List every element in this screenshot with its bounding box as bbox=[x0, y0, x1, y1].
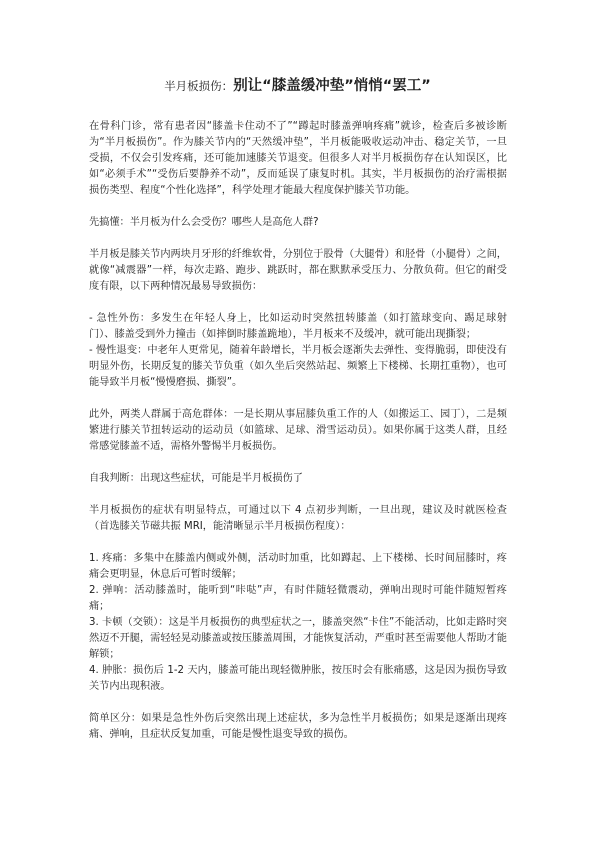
list-item: 3. 卡顿（交锁）：这是半月板损伤的典型症状之一，膝盖突然“卡住”不能活动，比如走路时突然迈不开腿，需轻轻晃动膝盖或按压膝盖周围，才能恢复活动，严重时甚至需要他人帮助才能解锁； bbox=[89, 617, 507, 660]
section-heading-causes: 先搞懂：半月板为什么会受伤？哪些人是高危人群? bbox=[89, 217, 319, 228]
list-item: 4. 肿胀：损伤后 1-2 天内，膝盖可能出现轻微肿胀，按压时会有胀痛感，这是因为损伤导致关节内出现积液。 bbox=[89, 665, 507, 692]
distinction-paragraph: 简单区分：如果是急性外伤后突然出现上述症状，多为急性半月板损伤；如果是逐渐出现疼痛、弹响，且症状反复加重，可能是慢性退变导致的损伤。 bbox=[89, 713, 507, 740]
list-item: - 急性外伤：多发生在年轻人身上，比如运动时突然扭转膝盖（如打篮球变向、踢足球射门）、膝盖受到外力撞击（如摔倒时膝盖跪地），半月板来不及缓冲，就可能出现撕裂； bbox=[89, 313, 507, 340]
list-item: 1. 疼痛：多集中在膝盖内侧或外侧，活动时加重，比如蹲起、上下楼梯、长时间屈膝时，疼痛会更明显，休息后可暂时缓解； bbox=[89, 553, 507, 580]
risk-groups-paragraph: 此外，两类人群属于高危群体：一是长期从事屈膝负重工作的人（如搬运工、园丁），二是频繁进行膝关节扭转运动的运动员（如篮球、足球、滑雪运动员）。如果你属于这类人群，且经常感觉膝盖不适，需格外警惕半月板损伤。 bbox=[89, 409, 507, 452]
symptoms-list bbox=[89, 551, 507, 695]
list-item: 2. 弹响：活动膝盖时，能听到“咔哒”声，有时伴随轻微震动，弹响出现时可能伴随短暂疼痛； bbox=[89, 585, 507, 612]
title-prefix: 半月板损伤： bbox=[164, 79, 234, 93]
list-item: - 慢性退变：中老年人更常见，随着年龄增长，半月板会逐渐失去弹性、变得脆弱，即使没有明显外伤，长期反复的膝关节负重（如久坐后突然站起、频繁上下楼梯、长期扛重物），也可能导致半月板“慢慢磨损、撕裂”。 bbox=[89, 345, 507, 388]
article-title bbox=[0, 74, 595, 97]
article-body bbox=[89, 119, 507, 743]
intro-paragraph: 在骨科门诊，常有患者因“膝盖卡住动不了”“蹲起时膝盖弹响疼痛”就诊，检查后多被诊断为“半月板损伤”。作为膝关节内的“天然缓冲垫”，半月板能吸收运动冲击、稳定关节，一旦受损，不仅会引发疼痛，还可能加速膝关节退变。但很多人对半月板损伤存在认知误区，比如“必须手术”“受伤后要静养不动”，反而延误了康复时机。其实，半月板损伤的治疗需根据损伤类型、程度“个性化选择”，科学处理才能最大程度保护膝关节功能。 bbox=[89, 121, 507, 196]
title-main: 别让“膝盖缓冲垫”悄悄“罢工” bbox=[233, 78, 431, 94]
causes-paragraph: 半月板是膝关节内两块月牙形的纤维软骨，分别位于股骨（大腿骨）和胫骨（小腿骨）之间，就像“减震器”一样，每次走路、跑步、跳跃时，都在默默承受压力、分散负荷。但它的耐受度有限，以下两种情况最易导致损伤： bbox=[89, 249, 507, 292]
section-heading-symptoms: 自我判断：出现这些症状，可能是半月板损伤了 bbox=[89, 473, 303, 484]
symptoms-paragraph: 半月板损伤的症状有明显特点，可通过以下 4 点初步判断，一旦出现，建议及时就医检查（首选膝关节磁共振 MRI，能清晰显示半月板损伤程度）： bbox=[89, 505, 507, 532]
causes-list bbox=[89, 311, 507, 391]
